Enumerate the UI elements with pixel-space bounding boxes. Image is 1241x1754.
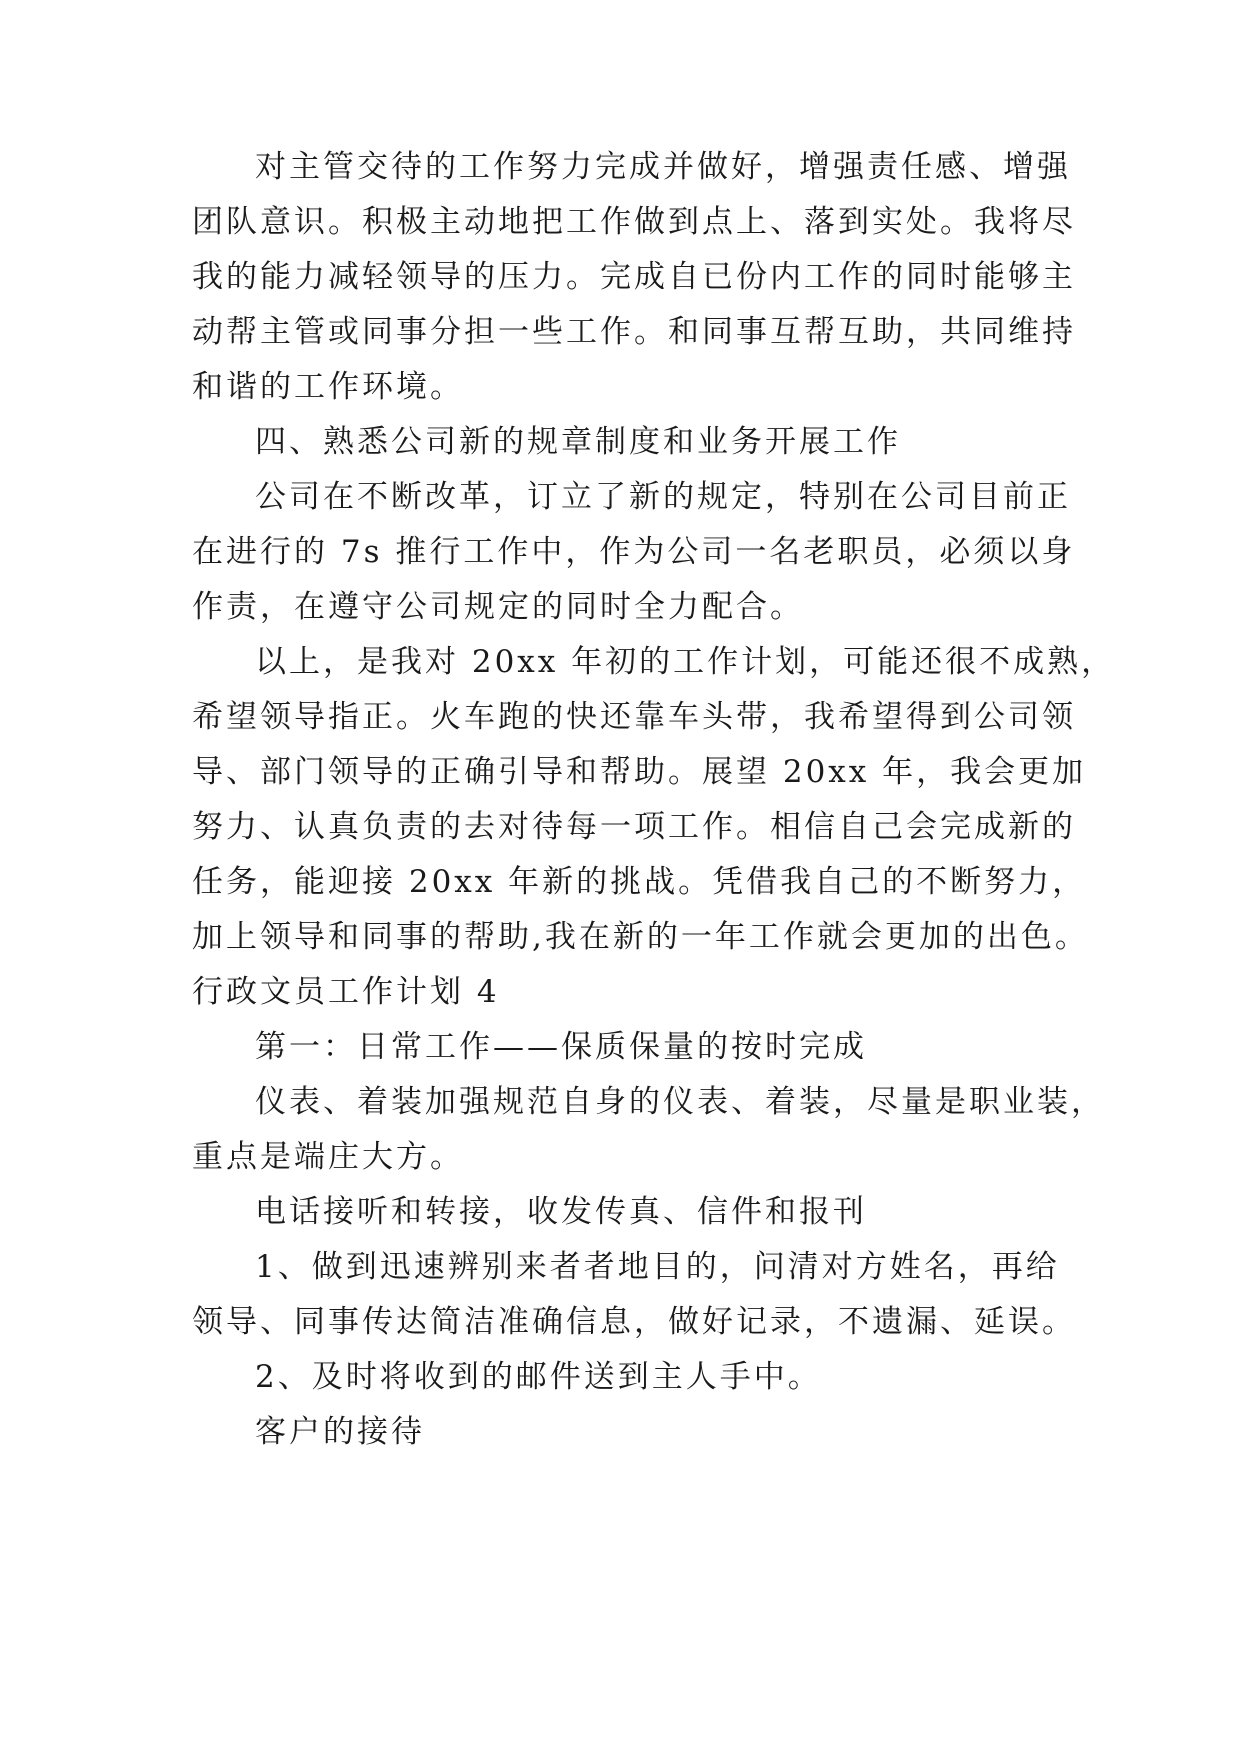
text-line: 仪表、着装加强规范自身的仪表、着装，尽量是职业装， bbox=[255, 1084, 1105, 1120]
text-line: 领导、同事传达简洁准确信息，做好记录，不遗漏、延误。 bbox=[192, 1304, 1076, 1340]
text-line: 公司在不断改革，订立了新的规定，特别在公司目前正 bbox=[255, 479, 1071, 515]
text-line: 加上领导和同事的帮助,我在新的一年工作就会更加的出色。 bbox=[192, 919, 1089, 955]
text-line: 努力、认真负责的去对待每一项工作。相信自己会完成新的 bbox=[192, 809, 1076, 845]
text-line: 1、做到迅速辨别来者者地目的，问清对方姓名，再给 bbox=[255, 1249, 1060, 1285]
section-heading: 第一：日常工作——保质保量的按时完成 bbox=[255, 1029, 867, 1065]
text-line: 在进行的 7s 推行工作中，作为公司一名老职员，必须以身 bbox=[192, 534, 1076, 570]
text-line: 对主管交待的工作努力完成并做好，增强责任感、增强 bbox=[255, 149, 1071, 185]
text-line: 导、部门领导的正确引导和帮助。展望 20xx 年，我会更加 bbox=[192, 754, 1087, 790]
text-line: 以上，是我对 20xx 年初的工作计划，可能还很不成熟， bbox=[255, 644, 1116, 680]
text-line: 作责，在遵守公司规定的同时全力配合。 bbox=[192, 589, 804, 625]
section-heading: 四、熟悉公司新的规章制度和业务开展工作 bbox=[255, 424, 901, 460]
text-line: 我的能力减轻领导的压力。完成自已份内工作的同时能够主 bbox=[192, 259, 1076, 295]
text-line: 团队意识。积极主动地把工作做到点上、落到实处。我将尽 bbox=[192, 204, 1076, 240]
document-title: 行政文员工作计划 4 bbox=[192, 974, 500, 1010]
text-line: 动帮主管或同事分担一些工作。和同事互帮互助，共同维持 bbox=[192, 314, 1076, 350]
text-line: 希望领导指正。火车跑的快还靠车头带，我希望得到公司领 bbox=[192, 699, 1076, 735]
text-line: 重点是端庄大方。 bbox=[192, 1139, 464, 1175]
section-heading: 电话接听和转接，收发传真、信件和报刊 bbox=[255, 1194, 867, 1230]
text-line: 任务，能迎接 20xx 年新的挑战。凭借我自己的不断努力， bbox=[192, 864, 1087, 900]
section-heading: 客户的接待 bbox=[255, 1414, 425, 1450]
text-line: 和谐的工作环境。 bbox=[192, 369, 464, 405]
text-line: 2、及时将收到的邮件送到主人手中。 bbox=[255, 1359, 822, 1395]
